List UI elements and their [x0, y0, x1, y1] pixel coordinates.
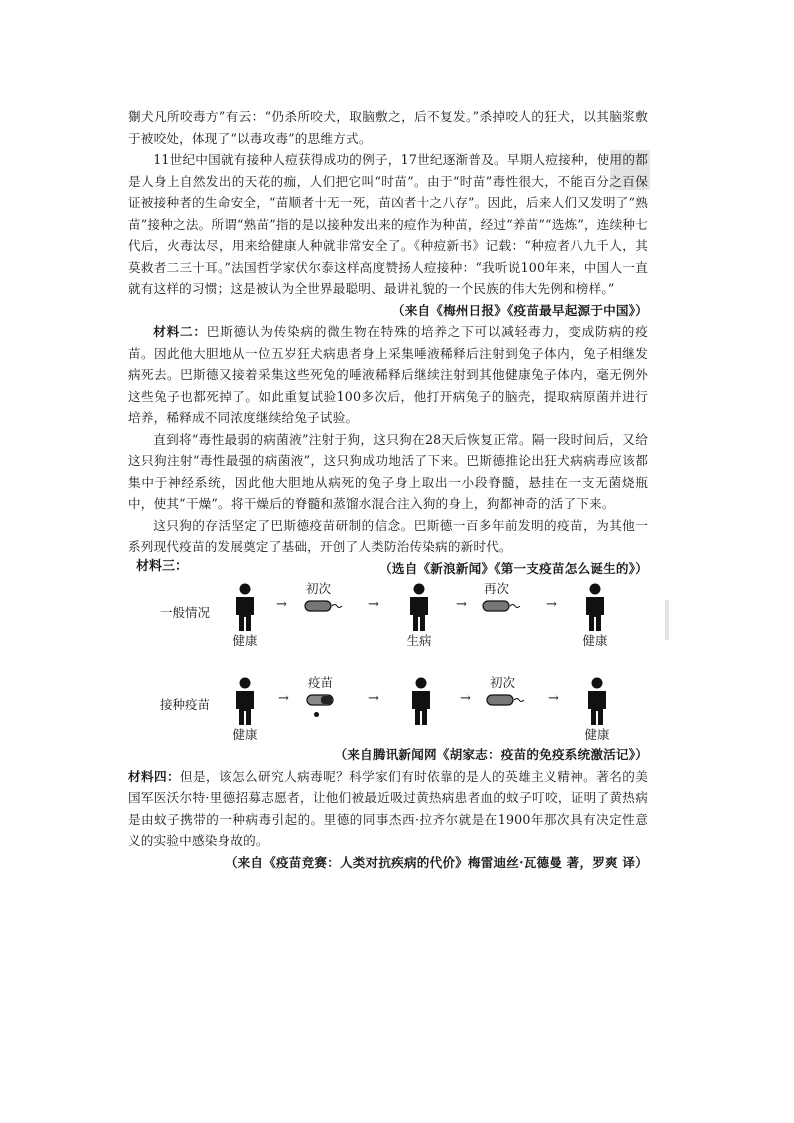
stage-label-first: 初次	[490, 675, 516, 690]
stage-label-second: 再次	[484, 581, 510, 596]
arrow-icon: →	[368, 691, 379, 706]
immune-diagram	[128, 555, 658, 755]
pathogen-capsule-icon	[486, 693, 528, 707]
paragraph-material-4	[128, 766, 648, 852]
pathogen-capsule-icon	[482, 599, 524, 613]
paragraph-dog-experiment: 直到将“毒性最弱的病菌液”注射于狗，这只狗在28天后恢复正常。隔一段时间后，又给这只狗注射“毒性最强的病菌液”，这只狗成功地活了下来。巴斯德推论出狂犬病病毒应该都集中于神经系统，因此他大胆地从病死的兔子身上取出一小段脊髓，悬挂在一支无菌烧瓶中，使其“干燥”。将干燥后的脊髓和蒸馏水混合注入狗的身上，狗都神奇的活了下来。	[128, 431, 648, 511]
caption-healthy: 健康	[232, 633, 258, 648]
caption-healthy: 健康	[584, 727, 610, 742]
row-label-general: 一般情况	[160, 605, 211, 620]
person-silhouette-icon	[406, 583, 432, 631]
person-silhouette-icon	[232, 677, 258, 725]
paragraph-intro: 猘犬凡所咬毒方”有云：“仍杀所咬犬，取脑敷之，后不复发。”杀掉咬人的狂犬，以其脑浆敷于被咬处，体现了“以毒攻毒”的思维方式。	[128, 109, 648, 146]
source-line-4: （来自《疫苗竞赛：人类对抗疾病的代价》梅雷迪丝·瓦德曼 著，罗爽 译）	[224, 854, 648, 870]
scan-smudge	[665, 600, 669, 640]
material-2-text: 巴斯德认为传染病的微生物在特殊的培养之下可以减轻毒力，变成防病的疫苗。因此他大胆地从一位五岁狂犬病患者身上采集唾液稀释后注射到兔子体内，兔子相继发病死去。巴斯德又接着采集这些死兔的唾液稀释后继续注射到其他健康兔子体内，毫无例外这些兔子也都死掉了。如此重复试验100多次后，他打开病兔子的脑壳，提取病原菌并进行培养，稀释成不同浓度继续给兔子试验。	[128, 324, 648, 425]
arrow-icon: →	[546, 597, 557, 612]
paragraph-smallpox: 11世纪中国就有接种人痘获得成功的例子，17世纪逐渐普及。早期人痘接种，使用的都是人身上自然发出的天花的痂，人们把它叫“时苗”。由于“时苗”毒性很大，不能百分之百保证被接种者的生命安全，“苗顺者十无一死，苗凶者十之八存”。因此，后来人们又发明了“熟苗”接种之法。所谓“熟苗”指的是以接种发出来的痘作为种苗，经过“养苗”“选炼”，连续种七代后，火毒汰尽，用来给健康人种就非常安全了。《种痘新书》记载：“种痘者八九千人，其莫救者二三十耳。”法国哲学家伏尔泰这样高度赞扬人痘接种：“我听说100年来，中国人一直就有这样的习惯；这是被认为全世界最聪明、最讲礼貌的一个民族的伟大先例和榜样。”	[128, 152, 648, 296]
arrow-icon: →	[368, 597, 379, 612]
caption-sick: 生病	[406, 633, 432, 648]
paragraph-material-2	[128, 321, 648, 429]
stage-label-first: 初次	[306, 581, 332, 596]
caption-healthy: 健康	[232, 727, 258, 742]
paragraph-pasteur-legacy: 这只狗的存活坚定了巴斯德疫苗研制的信念。巴斯德一百多年前发明的疫苗，为其他一系列现代疫苗的发展奠定了基础，开创了人类防治传染病的新时代。	[128, 517, 648, 554]
arrow-icon: →	[276, 597, 287, 612]
material-4-label: 材料四：	[128, 768, 181, 784]
text-column-lower	[128, 744, 648, 873]
text-column	[128, 106, 648, 579]
stage-label-vaccine: 疫苗	[308, 675, 334, 690]
arrow-icon: →	[460, 691, 471, 706]
arrow-icon: →	[548, 691, 559, 706]
source-line-1: （来自《梅州日报》《疫苗最早起源于中国》）	[391, 302, 648, 318]
source-line-2: （选自《新浪新闻》《第一支疫苗怎么诞生的》）	[379, 560, 648, 576]
person-silhouette-icon	[584, 677, 610, 725]
antibody-dot-icon	[314, 712, 319, 717]
person-silhouette-icon	[232, 583, 258, 631]
material-4-text: 但是，该怎么研究人病毒呢？科学家们有时依靠的是人的英雄主义精神。著名的美国军医沃尔特·里德招募志愿者，让他们被最近吸过黄热病患者血的蚊子叮咬，证明了黄热病是由蚊子携带的一种病毒引起的。里德的同事杰西·拉齐尔就是在1900年那次具有决定性意义的实验中感染身故的。	[128, 768, 648, 848]
material-2-label: 材料二：	[153, 324, 207, 339]
material-3-label: 材料三：	[136, 559, 189, 574]
row-label-vaccinated: 接种疫苗	[160, 697, 211, 712]
person-silhouette-icon	[582, 583, 608, 631]
vaccine-capsule-icon	[306, 693, 348, 707]
person-silhouette-icon	[408, 677, 434, 725]
caption-healthy: 健康	[582, 633, 608, 648]
arrow-icon: →	[278, 691, 289, 706]
arrow-icon: →	[456, 597, 467, 612]
pathogen-capsule-icon	[304, 599, 346, 613]
source-line-3: （来自腾讯新闻网《胡家志：疫苗的免疫系统激活记》）	[334, 747, 648, 762]
